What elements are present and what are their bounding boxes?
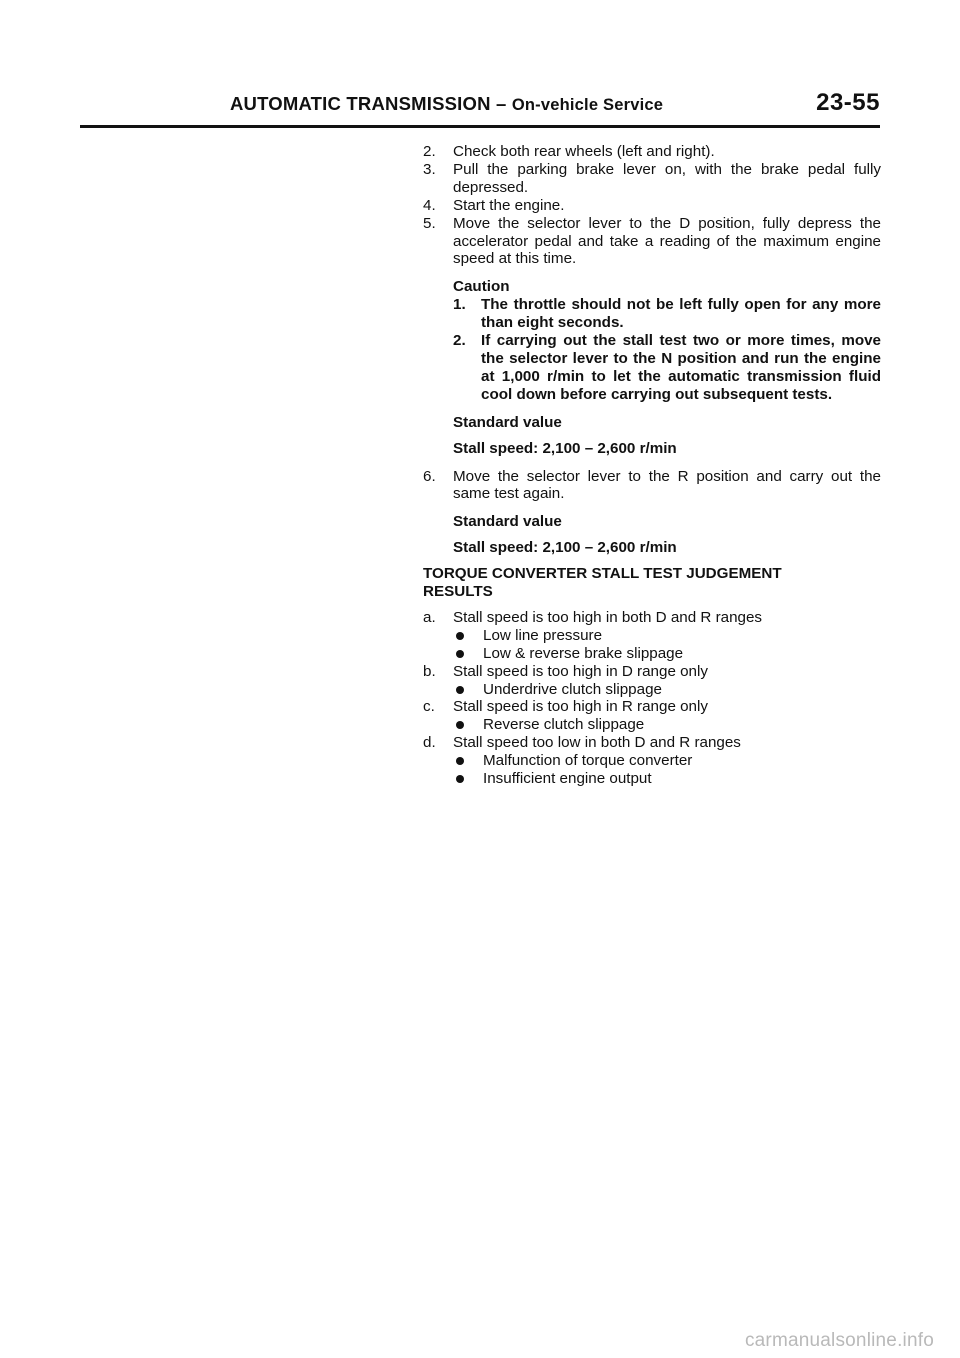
bullet-icon [456,775,464,783]
caution-number: 1. [453,296,466,314]
step-text: Check both rear wheels (left and right). [453,143,715,160]
bullet-text: Low line pressure [483,626,603,644]
results-heading: TORQUE CONVERTER STALL TEST JUDGEMENT RESULTS [423,565,782,601]
bullet-text: Malfunction of torque converter [483,752,693,770]
caution-list [423,296,881,403]
bullet-text: Underdrive clutch slippage [483,680,662,698]
page-number: 23-55 [816,89,880,116]
header-divider [80,125,880,128]
step-item [423,468,881,504]
bullet-text: Low & reverse brake slippage [483,644,684,662]
result-bullet [423,627,881,645]
result-bullet [423,770,881,788]
caution-item [453,296,881,332]
result-text: Stall speed is too high in both D and R ranges [453,608,763,626]
result-letter: a. [423,608,436,626]
caution-item [453,332,881,404]
standard-value: Stall speed: 2,100 – 2,600 r/min [453,439,677,457]
result-text: Stall speed is too high in D range only [453,662,708,680]
watermark: carmanualsonline.info [744,1330,934,1351]
step-number: 3. [423,160,436,178]
result-item [423,663,881,681]
step-text: Move the selector lever to the R position and carry out the same test again. [453,467,881,503]
step-number: 5. [423,214,436,232]
result-letter: b. [423,662,436,680]
caution-number: 2. [453,332,466,350]
header-separator: – [496,93,507,114]
result-item [423,734,881,752]
step-text: Move the selector lever to the D position, fully depress the accelerator pedal and take a reading of the maximum engine speed at this time. [453,214,881,268]
bullet-icon [456,650,464,658]
header-section-title: AUTOMATIC TRANSMISSION [230,93,491,114]
caution-text: If carrying out the stall test two or more times, move the selector lever to the N position and run the engine at 1,000 r/min to let the automatic transmission fluid cool down before carrying out subsequent tests. [481,332,881,403]
bullet-icon [456,757,464,765]
standard-value-label: Standard value [453,513,562,531]
page-header [80,88,880,124]
result-bullet [423,645,881,663]
step-item [423,161,881,197]
step-item [423,197,881,215]
result-text: Stall speed too low in both D and R ranges [453,734,741,752]
step-text: Pull the parking brake lever on, with the brake pedal fully depressed. [453,160,881,196]
header-subtitle: On-vehicle Service [511,96,664,114]
bullet-text: Insufficient engine output [483,770,652,788]
step-item [423,143,881,161]
result-bullet [423,716,881,734]
bullet-icon [456,632,464,640]
step-text: Start the engine. [453,196,565,214]
caution-label: Caution [453,278,510,296]
step-number: 6. [423,467,436,485]
result-item [423,609,881,627]
result-text: Stall speed is too high in R range only [453,698,708,716]
bullet-icon [456,686,464,694]
page-content [423,143,881,788]
step-item [423,215,881,269]
results-list [423,609,881,788]
step-number: 2. [423,143,436,160]
result-bullet [423,681,881,699]
bullet-icon [456,721,464,729]
bullet-text: Reverse clutch slippage [483,716,645,734]
result-letter: c. [423,698,435,716]
step-number: 4. [423,196,436,214]
standard-value: Stall speed: 2,100 – 2,600 r/min [453,539,677,557]
standard-value-label: Standard value [453,413,562,431]
caution-text: The throttle should not be left fully open for any more than eight seconds. [481,296,881,332]
header-title [230,93,663,115]
result-bullet [423,752,881,770]
result-item [423,698,881,716]
result-letter: d. [423,734,436,752]
